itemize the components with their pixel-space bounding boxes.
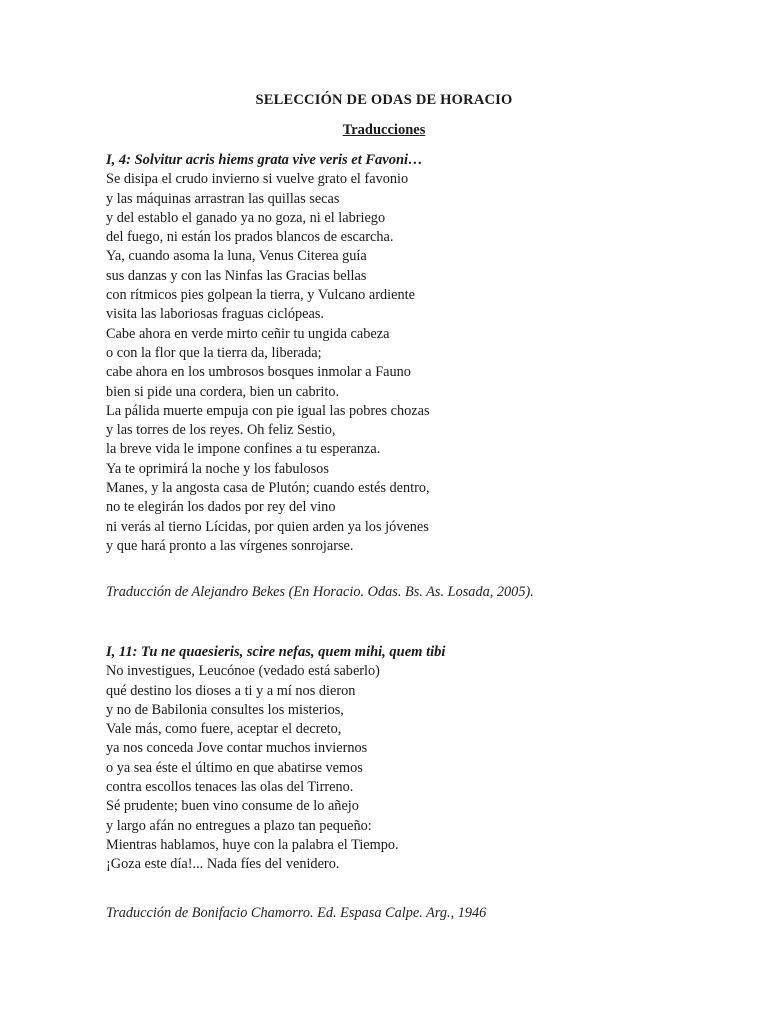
verse-line: ni verás al tierno Lícidas, por quien arden ya los jóvenes <box>106 518 429 535</box>
ode-section <box>106 643 666 875</box>
verse-line: sus danzas y con las Ninfas las Gracias bellas <box>106 267 367 284</box>
ode-section <box>106 151 666 556</box>
ode-heading: I, 4: Solvitur acris hiems grata vive veris et Favoni… <box>106 152 423 168</box>
verse-line: No investigues, Leucónoe (vedado está saberlo) <box>106 663 380 680</box>
verse-line: con rítmicos pies golpean la tierra, y Vulcano ardiente <box>106 287 415 304</box>
verse-line: La pálida muerte empuja con pie igual las pobres chozas <box>106 402 430 419</box>
verse-line: Ya te oprimirá la noche y los fabulosos <box>106 460 329 477</box>
verse-line: Ya, cuando asoma la luna, Venus Citerea guía <box>106 248 367 265</box>
verse-line: visita las laboriosas fraguas ciclópeas. <box>106 306 324 323</box>
document-title: SELECCIÓN DE ODAS DE HORACIO <box>255 92 513 108</box>
verse-line: no te elegirán los dados por rey del vino <box>106 499 336 516</box>
verse-line: Vale más, como fuere, aceptar el decreto, <box>106 721 342 738</box>
verse-line: contra escollos tenaces las olas del Tirreno. <box>106 779 354 796</box>
verse-line: y del establo el ganado ya no goza, ni el labriego <box>106 209 386 226</box>
verse-line: ya nos conceda Jove contar muchos inviernos <box>106 740 368 757</box>
verse-line: ¡Goza este día!... Nada fíes del venidero. <box>106 856 340 873</box>
verse-line: bien si pide una cordera, bien un cabrito. <box>106 383 340 400</box>
verse-line: del fuego, ni están los prados blancos de escarcha. <box>106 229 394 246</box>
verse-line: o con la flor que la tierra da, liberada; <box>106 344 322 361</box>
translation-credit: Traducción de Bonifacio Chamorro. Ed. Espasa Calpe. Arg., 1946 <box>106 905 487 921</box>
verse-line: Cabe ahora en verde mirto ceñir tu ungida cabeza <box>106 325 390 342</box>
verse-line: Se disipa el crudo invierno si vuelve grato el favonio <box>106 171 409 188</box>
verse-line: qué destino los dioses a ti y a mí nos dieron <box>106 682 356 699</box>
verse-line: o ya sea éste el último en que abatirse vemos <box>106 759 363 776</box>
verse-line: la breve vida le impone confines a tu esperanza. <box>106 441 381 458</box>
verse-block <box>106 170 666 556</box>
translation-credit: Traducción de Alejandro Bekes (En Horacio. Odas. Bs. As. Losada, 2005). <box>106 584 534 600</box>
verse-line: y las torres de los reyes. Oh feliz Sestio, <box>106 422 336 439</box>
verse-line: Sé prudente; buen vino consume de lo añejo <box>106 798 359 815</box>
ode-heading: I, 11: Tu ne quaesieris, scire nefas, quem mihi, quem tibi <box>106 644 446 660</box>
verse-line: y no de Babilonia consultes los misterios, <box>106 701 344 718</box>
verse-line: Manes, y la angosta casa de Plutón; cuando estés dentro, <box>106 480 430 497</box>
verse-block <box>106 662 666 874</box>
verse-line: y que hará pronto a las vírgenes sonrojarse. <box>106 537 354 554</box>
verse-line: y las máquinas arrastran las quillas secas <box>106 190 340 207</box>
verse-line: Mientras hablamos, huye con la palabra el Tiempo. <box>106 836 399 853</box>
verse-line: cabe ahora en los umbrosos bosques inmolar a Fauno <box>106 364 411 381</box>
document-subtitle: Traducciones <box>342 122 426 138</box>
verse-line: y largo afán no entregues a plazo tan pequeño: <box>106 817 372 834</box>
